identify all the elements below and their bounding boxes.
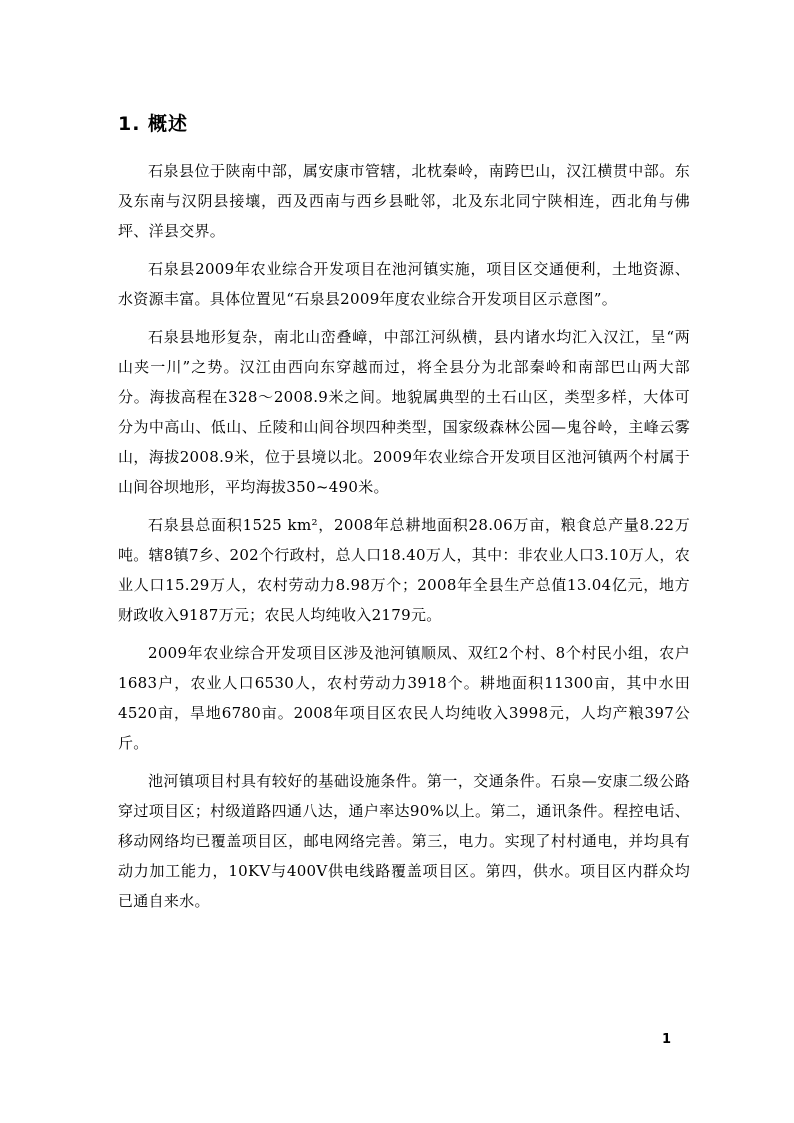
body-text — [118, 156, 690, 924]
paragraph-project-site: 石泉县2009年农业综合开发项目在池河镇实施，项目区交通便利，土地资源、水资源丰富。具体位置见“石泉县2009年度农业综合开发项目区示意图”。 — [118, 260, 690, 308]
section-heading: 1. 概述 — [118, 113, 189, 135]
paragraph-location: 石泉县位于陕南中部，属安康市管辖，北枕秦岭，南跨巴山，汉江横贯中部。东及东南与汉阴县接壤，西及西南与西乡县毗邻，北及东北同宁陕相连，西北角与佛坪、洋县交界。 — [118, 162, 690, 240]
paragraph-infrastructure: 池河镇项目村具有较好的基础设施条件。第一，交通条件。石泉—安康二级公路穿过项目区；村级道路四通八达，通户率达90%以上。第二，通讯条件。程控电话、移动网络均已覆盖项目区，邮电网络完善。第三，电力。实现了村村通电，并均具有动力加工能力，10KV与400V供电线路覆盖项目区。第四，供水。项目区内群众均已通自来水。 — [118, 772, 690, 910]
paragraph-terrain: 石泉县地形复杂，南北山峦叠嶂，中部江河纵横，县内诸水均汇入汉江，呈“两山夹一川”之势。汉江由西向东穿越而过，将全县分为北部秦岭和南部巴山两大部分。海拔高程在328～2008.9米之间。地貌属典型的土石山区，类型多样，大体可分为中高山、低山、丘陵和山间谷坝四种类型，国家级森林公园—鬼谷岭，主峰云雾山，海拔2008.9米，位于县境以北。2009年农业综合开发项目区池河镇两个村属于山间谷坝地形，平均海拔350~490米。 — [118, 328, 690, 496]
page-number: 1 — [662, 1032, 672, 1047]
paragraph-project-area-stats: 2009年农业综合开发项目区涉及池河镇顺凤、双红2个村、8个村民小组，农户1683户，农业人口6530人，农村劳动力3918个。耕地面积11300亩，其中水田4520亩，旱地6780亩。2008年项目区农民人均纯收入3998元，人均产粮397公斤。 — [118, 644, 690, 752]
paragraph-county-stats: 石泉县总面积1525 km²，2008年总耕地面积28.06万亩，粮食总产量8.22万吨。辖8镇7乡、202个行政村，总人口18.40万人，其中：非农业人口3.10万人，农业人口15.29万人，农村劳动力8.98万个；2008年全县生产总值13.04亿元，地方财政收入9187万元；农民人均纯收入2179元。 — [118, 516, 690, 624]
